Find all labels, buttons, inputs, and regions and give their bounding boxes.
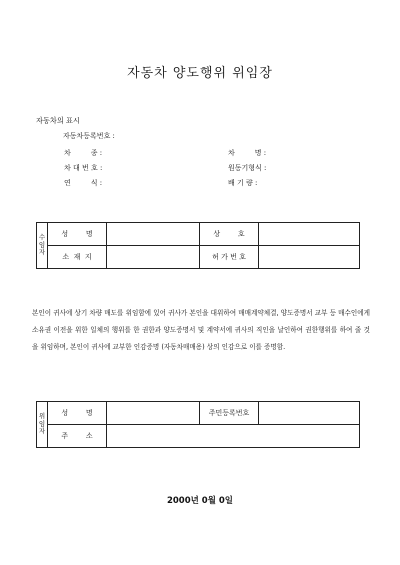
delegator-name-label: 성 명 [48, 402, 107, 425]
vehicle-type-label: 차 종 : [64, 149, 103, 157]
delegate-address-label: 소 재 지 [48, 246, 107, 269]
vehicle-year-label: 연 식 : [64, 179, 103, 187]
vehicle-name-label: 차 명 : [228, 149, 267, 157]
vehicle-section-heading: 자동차의 표시 [36, 116, 80, 125]
delegate-name-label: 성 명 [48, 223, 107, 246]
delegator-address-field[interactable] [107, 425, 360, 448]
delegator-address-label: 주 소 [48, 425, 107, 448]
vehicle-engine-label: 원동기형식 : [228, 164, 267, 172]
delegate-license-field[interactable] [259, 246, 360, 269]
delegate-trade-field[interactable] [259, 223, 360, 246]
delegate-license-label: 허 가 번 호 [200, 246, 259, 269]
delegator-rrn-label: 주민등록번호 [200, 402, 259, 425]
delegate-trade-label: 상 호 [200, 223, 259, 246]
delegator-name-field[interactable] [107, 402, 200, 425]
document-date: 2000년 0월 0일 [166, 496, 234, 506]
delegator-side-label: 위 임 자 [37, 402, 48, 448]
delegate-name-field[interactable] [107, 223, 200, 246]
delegate-table [36, 222, 360, 269]
vehicle-displacement-label: 배 기 량 : [228, 179, 258, 187]
document-title: 자동차 양도행위 위임장 [127, 66, 273, 81]
delegator-table [36, 401, 360, 448]
delegate-address-field[interactable] [107, 246, 200, 269]
delegator-rrn-field[interactable] [259, 402, 360, 425]
vehicle-chassis-label: 차 대 번 호 : [64, 164, 103, 172]
vehicle-reg-no-label: 자동차등록번호 : [63, 132, 115, 140]
delegation-statement: 본인이 귀사에 상기 차량 매도를 위임함에 있어 귀사가 본인을 대위하여 매매계약체결, 양도증명서 교부 등 매수인에게 소유권 이전을 위한 일체의 행위를 한 권한과 양도증명서 및 계약서에 귀사의 직인을 날인하여 권한행위를 하여 줄 것을 위임하며, 본인이 귀사에 교부한 인감증명 (자동차매매용) 상의 인감으로 이를 증명함. [32, 309, 370, 351]
delegate-side-label: 수 임 자 [37, 223, 48, 269]
